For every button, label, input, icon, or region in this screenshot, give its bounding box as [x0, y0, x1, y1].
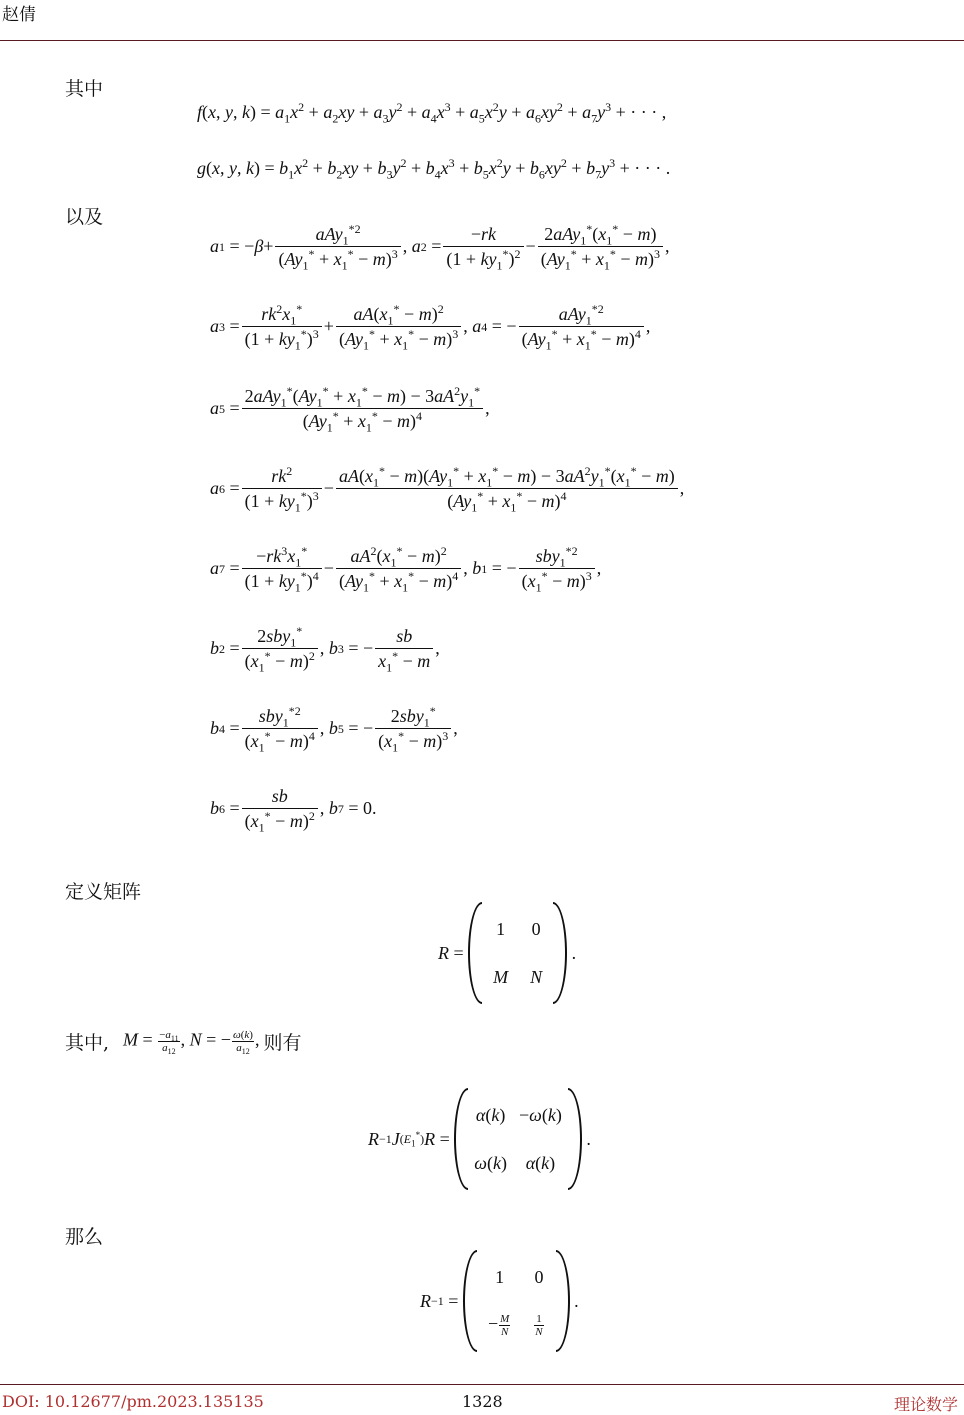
matrix-R-inverse: R −1 = 1 0 − $\frac{M}{N}$ $\frac{1}{N}$ .: [420, 1250, 579, 1352]
equation-a7-b1: a 7 = $\frac{-rk^3x_1^*}{(1 + ky_1^*)^4}$ − $\frac{aA^2(x_1^* - m)^2}{(Ay_1^* + x_1^* - m)^4}$ , b 1 = − $\frac{sby_1^{*2}}{(x_1^* - m)^3}$ ,: [210, 544, 602, 595]
equation-a6: a 6 = $\frac{rk^2}{(1 + ky_1^*)^3}$ − $\frac{aA(x_1^* - m)(Ay_1^* + x_1^* - m) - 3aA^2y_1^*(x_1^* - m)}{(Ay_1^* + x_1^* - m)^4}$ ,: [210, 464, 685, 515]
equation-f: f(x, y, $k) = a_1x^2 + a_2xy + a_3y^2 + a_4x^3 + a_5x^2y + a_6xy^2 + a_7y^3$ + · · · ,: [197, 100, 667, 126]
equation-b2-b3: b 2 = $\frac{2sby_1^*}{(x_1^* - m)^2}$ , b 3 = − $\frac{sb}{x_1^* - m}$ ,: [210, 624, 440, 675]
matrix-R: R = 1 0 M N .: [438, 902, 576, 1004]
text-name: 那么: [65, 1226, 104, 1248]
footer-rule: [0, 1384, 964, 1385]
text-qizhong: 其中: [65, 78, 104, 100]
equation-a3-a4: a 3 = $\frac{rk^2x_1^*}{(1 + ky_1^*)^3}$ + $\frac{aA(x_1^* - m)^2}{(Ay_1^* + x_1^* - m)^3}$ , a 4 = − $\frac{aAy_1^{*2}}{(Ay_1^* + x_1^* - m)^4}$ ,: [210, 302, 651, 353]
equation-b6-b7: b 6 = $\frac{sb}{(x_1^* - m)^2}$ , b 7 = 0.: [210, 786, 377, 835]
text-dingyi: 定义矩阵: [65, 881, 142, 903]
footer-doi[interactable]: DOI: 10.12677/pm.2023.135135: [2, 1392, 264, 1411]
equation-a1-a2: a 1 = − β + $\frac{aAy_1^{*2}}{(Ay_1^* + x_1^* - m)^3}$ , a 2 = $\frac{-rk}{(1 + ky_1^*)^2}$ − $\frac{2aAy_1^*(x_1^* - m)}{(Ay_1^* + x_1^* - m)^3}$ ,: [210, 222, 670, 273]
text-definition-MN: 其中, M = $\frac{-a_{11}}{a_{12}}$ , N = − $\frac{\omega(k)}{a_{12}}$ , 则有: [65, 1029, 302, 1057]
equation-b4-b5: b 4 = $\frac{sby_1^{*2}}{(x_1^* - m)^4}$ , b 5 = − $\frac{2sby_1^*}{(x_1^* - m)^3}$ ,: [210, 704, 458, 755]
equation-a5: a 5 = $\frac{2aAy_1^*(Ay_1^* + x_1^* - m) - 3aA^2y_1^*}{(Ay_1^* + x_1^* - m)^4}$ ,: [210, 384, 490, 435]
matrix-RJR: R −1 J $(E_1^*)$ R = α(k) −ω(k) ω(k) α(k) .: [368, 1088, 591, 1190]
header-author: 赵倩: [2, 5, 36, 25]
equation-g: g(x, y, $k) = b_1x^2 + b_2xy + b_3y^2 + b_4x^3 + b_5x^2y + b_6xy^2 + b_7y^3$ + · · · .: [197, 156, 671, 182]
footer-journal: 理论数学: [893, 1395, 958, 1414]
text-yiji: 以及: [65, 206, 104, 228]
header-rule: [0, 40, 964, 41]
footer-page-number: 1328: [462, 1392, 503, 1411]
